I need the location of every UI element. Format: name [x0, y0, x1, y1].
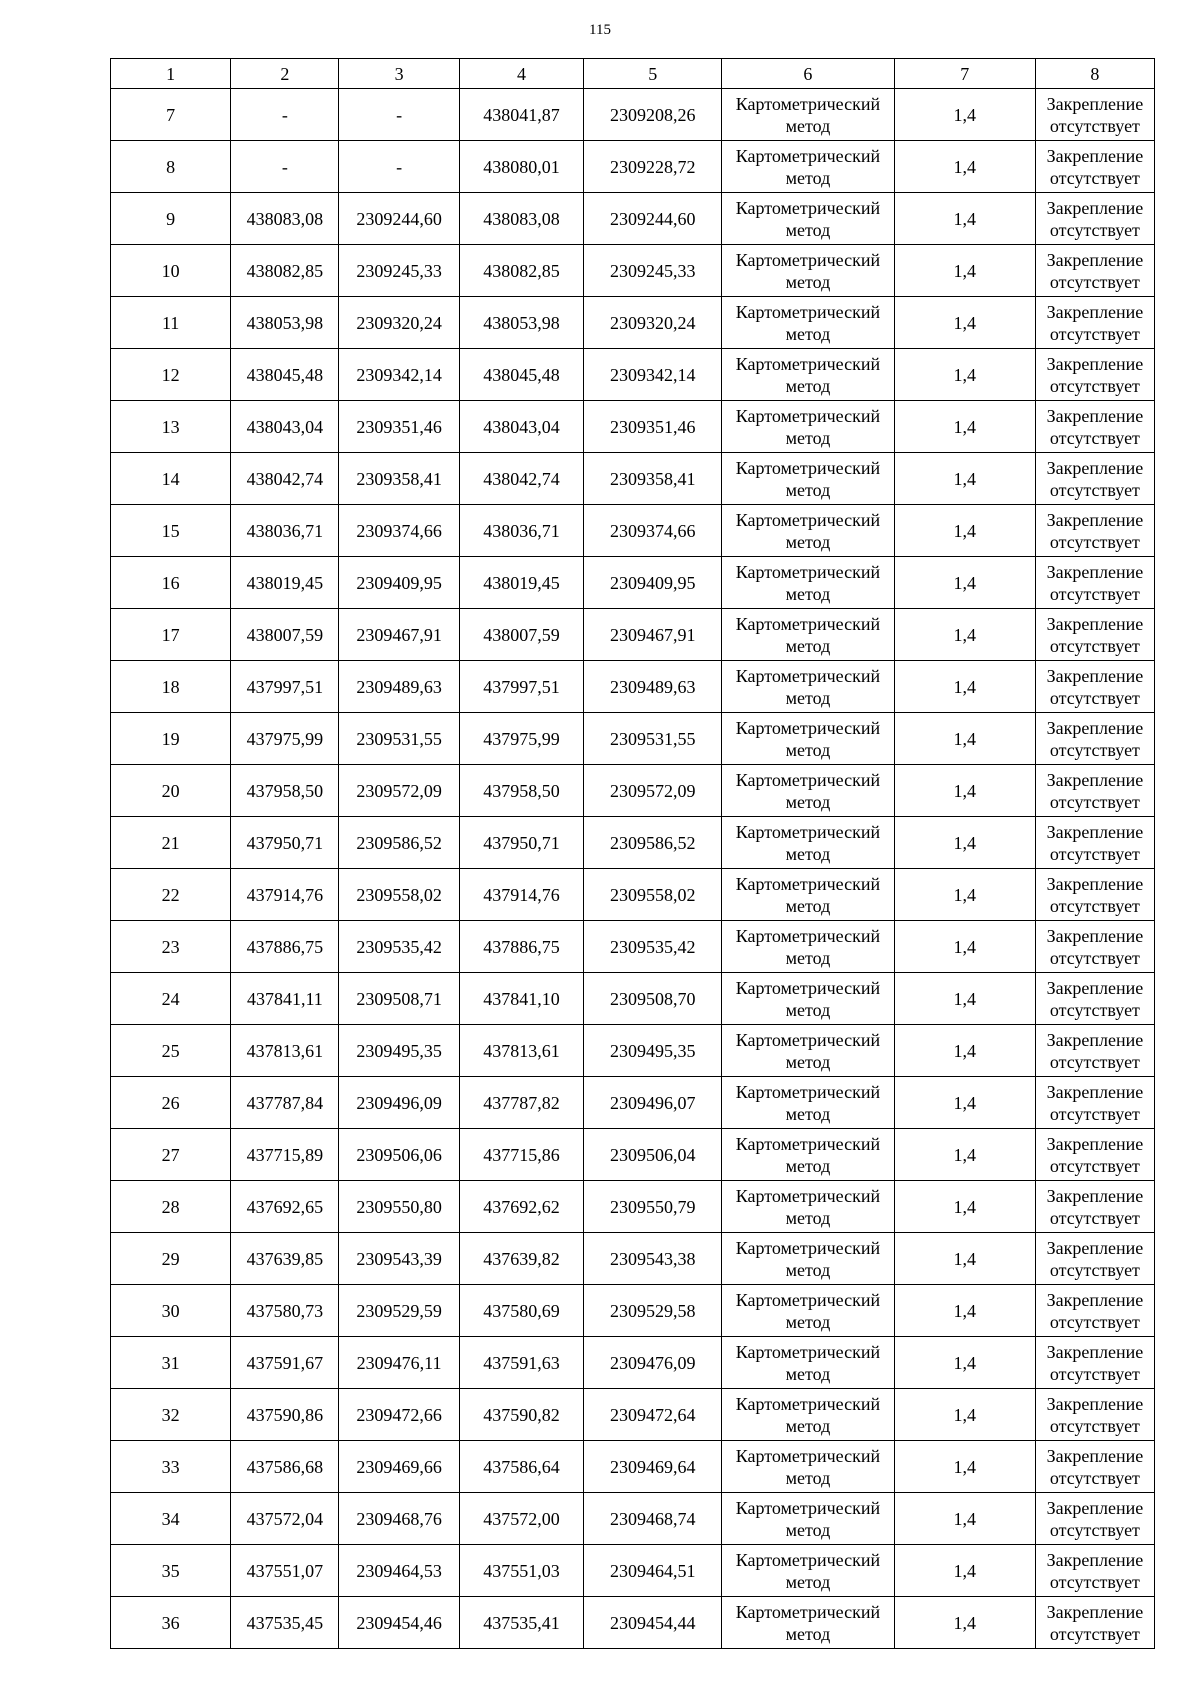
x-coordinate-cell: 437886,75: [459, 921, 584, 973]
y-coordinate-cell: 2309472,66: [339, 1389, 459, 1441]
point-number-cell: 24: [111, 973, 231, 1025]
x-coordinate-cell: 437551,07: [231, 1545, 339, 1597]
y-coordinate-cell: 2309550,80: [339, 1181, 459, 1233]
accuracy-cell: 1,4: [894, 297, 1035, 349]
y-coordinate-cell: 2309550,79: [584, 1181, 722, 1233]
table-row: [111, 193, 1155, 245]
accuracy-cell: 1,4: [894, 765, 1035, 817]
table-row: [111, 1025, 1155, 1077]
column-header: 3: [339, 59, 459, 89]
x-coordinate-cell: 437639,85: [231, 1233, 339, 1285]
y-coordinate-cell: 2309409,95: [339, 557, 459, 609]
y-coordinate-cell: 2309469,66: [339, 1441, 459, 1493]
x-coordinate-cell: 437591,67: [231, 1337, 339, 1389]
method-cell: Картометрический метод: [722, 609, 895, 661]
accuracy-cell: 1,4: [894, 193, 1035, 245]
page-number: 115: [589, 22, 611, 38]
point-number-cell: 27: [111, 1129, 231, 1181]
point-number-cell: 11: [111, 297, 231, 349]
accuracy-cell: 1,4: [894, 89, 1035, 141]
fixing-description-cell: Закрепление отсутствует: [1035, 869, 1154, 921]
method-cell: Картометрический метод: [722, 89, 895, 141]
column-header: 1: [111, 59, 231, 89]
table-row: [111, 1545, 1155, 1597]
table-row: [111, 401, 1155, 453]
x-coordinate-cell: 437580,73: [231, 1285, 339, 1337]
method-cell: Картометрический метод: [722, 297, 895, 349]
x-coordinate-cell: 437572,00: [459, 1493, 584, 1545]
table-row: [111, 765, 1155, 817]
y-coordinate-cell: 2309468,76: [339, 1493, 459, 1545]
y-coordinate-cell: 2309351,46: [339, 401, 459, 453]
x-coordinate-cell: 437715,89: [231, 1129, 339, 1181]
x-coordinate-cell: 437692,65: [231, 1181, 339, 1233]
table-row: [111, 349, 1155, 401]
x-coordinate-cell: 437914,76: [231, 869, 339, 921]
y-coordinate-cell: 2309358,41: [339, 453, 459, 505]
table-row: [111, 869, 1155, 921]
y-coordinate-cell: 2309464,53: [339, 1545, 459, 1597]
x-coordinate-cell: 437914,76: [459, 869, 584, 921]
x-coordinate-cell: 437590,82: [459, 1389, 584, 1441]
point-number-cell: 23: [111, 921, 231, 973]
point-number-cell: 14: [111, 453, 231, 505]
y-coordinate-cell: 2309454,44: [584, 1597, 722, 1649]
fixing-description-cell: Закрепление отсутствует: [1035, 713, 1154, 765]
fixing-description-cell: Закрепление отсутствует: [1035, 141, 1154, 193]
method-cell: Картометрический метод: [722, 661, 895, 713]
table-row: [111, 1493, 1155, 1545]
y-coordinate-cell: 2309535,42: [584, 921, 722, 973]
y-coordinate-cell: 2309476,09: [584, 1337, 722, 1389]
accuracy-cell: 1,4: [894, 453, 1035, 505]
x-coordinate-cell: 437813,61: [231, 1025, 339, 1077]
column-header: 2: [231, 59, 339, 89]
x-coordinate-cell: 437787,84: [231, 1077, 339, 1129]
fixing-description-cell: Закрепление отсутствует: [1035, 817, 1154, 869]
y-coordinate-cell: -: [339, 141, 459, 193]
x-coordinate-cell: 438083,08: [231, 193, 339, 245]
table-row: [111, 1181, 1155, 1233]
method-cell: Картометрический метод: [722, 1129, 895, 1181]
method-cell: Картометрический метод: [722, 453, 895, 505]
x-coordinate-cell: 438053,98: [459, 297, 584, 349]
method-cell: Картометрический метод: [722, 921, 895, 973]
x-coordinate-cell: 438036,71: [459, 505, 584, 557]
x-coordinate-cell: -: [231, 141, 339, 193]
y-coordinate-cell: 2309496,07: [584, 1077, 722, 1129]
y-coordinate-cell: 2309543,38: [584, 1233, 722, 1285]
y-coordinate-cell: 2309342,14: [584, 349, 722, 401]
accuracy-cell: 1,4: [894, 1545, 1035, 1597]
x-coordinate-cell: 437572,04: [231, 1493, 339, 1545]
method-cell: Картометрический метод: [722, 245, 895, 297]
fixing-description-cell: Закрепление отсутствует: [1035, 1129, 1154, 1181]
accuracy-cell: 1,4: [894, 1337, 1035, 1389]
y-coordinate-cell: 2309496,09: [339, 1077, 459, 1129]
accuracy-cell: 1,4: [894, 141, 1035, 193]
fixing-description-cell: Закрепление отсутствует: [1035, 557, 1154, 609]
y-coordinate-cell: 2309543,39: [339, 1233, 459, 1285]
method-cell: Картометрический метод: [722, 973, 895, 1025]
x-coordinate-cell: 437975,99: [459, 713, 584, 765]
point-number-cell: 7: [111, 89, 231, 141]
y-coordinate-cell: 2309245,33: [339, 245, 459, 297]
accuracy-cell: 1,4: [894, 1389, 1035, 1441]
table-row: [111, 661, 1155, 713]
point-number-cell: 25: [111, 1025, 231, 1077]
x-coordinate-cell: 437586,64: [459, 1441, 584, 1493]
accuracy-cell: 1,4: [894, 609, 1035, 661]
accuracy-cell: 1,4: [894, 1285, 1035, 1337]
fixing-description-cell: Закрепление отсутствует: [1035, 1233, 1154, 1285]
point-number-cell: 17: [111, 609, 231, 661]
x-coordinate-cell: 437535,41: [459, 1597, 584, 1649]
point-number-cell: 10: [111, 245, 231, 297]
table-row: [111, 141, 1155, 193]
x-coordinate-cell: 437639,82: [459, 1233, 584, 1285]
y-coordinate-cell: 2309374,66: [584, 505, 722, 557]
fixing-description-cell: Закрепление отсутствует: [1035, 1285, 1154, 1337]
accuracy-cell: 1,4: [894, 1233, 1035, 1285]
method-cell: Картометрический метод: [722, 1597, 895, 1649]
fixing-description-cell: Закрепление отсутствует: [1035, 1389, 1154, 1441]
x-coordinate-cell: 437841,11: [231, 973, 339, 1025]
x-coordinate-cell: 438080,01: [459, 141, 584, 193]
y-coordinate-cell: 2309244,60: [339, 193, 459, 245]
y-coordinate-cell: 2309535,42: [339, 921, 459, 973]
y-coordinate-cell: 2309472,64: [584, 1389, 722, 1441]
y-coordinate-cell: 2309586,52: [584, 817, 722, 869]
y-coordinate-cell: 2309495,35: [584, 1025, 722, 1077]
fixing-description-cell: Закрепление отсутствует: [1035, 1025, 1154, 1077]
accuracy-cell: 1,4: [894, 245, 1035, 297]
accuracy-cell: 1,4: [894, 349, 1035, 401]
fixing-description-cell: Закрепление отсутствует: [1035, 349, 1154, 401]
accuracy-cell: 1,4: [894, 1493, 1035, 1545]
accuracy-cell: 1,4: [894, 869, 1035, 921]
y-coordinate-cell: 2309531,55: [339, 713, 459, 765]
table-row: [111, 1233, 1155, 1285]
fixing-description-cell: Закрепление отсутствует: [1035, 297, 1154, 349]
table-row: [111, 817, 1155, 869]
y-coordinate-cell: 2309358,41: [584, 453, 722, 505]
table-row: [111, 453, 1155, 505]
fixing-description-cell: Закрепление отсутствует: [1035, 193, 1154, 245]
y-coordinate-cell: 2309320,24: [339, 297, 459, 349]
column-header: 6: [722, 59, 895, 89]
point-number-cell: 35: [111, 1545, 231, 1597]
table-row: [111, 245, 1155, 297]
table-row: [111, 1129, 1155, 1181]
y-coordinate-cell: 2309467,91: [339, 609, 459, 661]
x-coordinate-cell: 437958,50: [231, 765, 339, 817]
accuracy-cell: 1,4: [894, 713, 1035, 765]
table-row: [111, 1337, 1155, 1389]
method-cell: Картометрический метод: [722, 1233, 895, 1285]
x-coordinate-cell: 438082,85: [459, 245, 584, 297]
point-number-cell: 9: [111, 193, 231, 245]
fixing-description-cell: Закрепление отсутствует: [1035, 973, 1154, 1025]
point-number-cell: 8: [111, 141, 231, 193]
x-coordinate-cell: 437950,71: [231, 817, 339, 869]
x-coordinate-cell: 438019,45: [459, 557, 584, 609]
fixing-description-cell: Закрепление отсутствует: [1035, 1493, 1154, 1545]
x-coordinate-cell: 438042,74: [459, 453, 584, 505]
y-coordinate-cell: 2309320,24: [584, 297, 722, 349]
table-row: [111, 1597, 1155, 1649]
table-row: [111, 1285, 1155, 1337]
table-row: [111, 505, 1155, 557]
x-coordinate-cell: 437975,99: [231, 713, 339, 765]
accuracy-cell: 1,4: [894, 1025, 1035, 1077]
x-coordinate-cell: 438042,74: [231, 453, 339, 505]
point-number-cell: 28: [111, 1181, 231, 1233]
method-cell: Картометрический метод: [722, 557, 895, 609]
method-cell: Картометрический метод: [722, 817, 895, 869]
point-number-cell: 16: [111, 557, 231, 609]
x-coordinate-cell: 437692,62: [459, 1181, 584, 1233]
point-number-cell: 13: [111, 401, 231, 453]
x-coordinate-cell: -: [231, 89, 339, 141]
point-number-cell: 18: [111, 661, 231, 713]
y-coordinate-cell: 2309489,63: [584, 661, 722, 713]
x-coordinate-cell: 437590,86: [231, 1389, 339, 1441]
y-coordinate-cell: -: [339, 89, 459, 141]
fixing-description-cell: Закрепление отсутствует: [1035, 921, 1154, 973]
y-coordinate-cell: 2309572,09: [584, 765, 722, 817]
method-cell: Картометрический метод: [722, 349, 895, 401]
x-coordinate-cell: 438045,48: [459, 349, 584, 401]
y-coordinate-cell: 2309342,14: [339, 349, 459, 401]
table-row: [111, 297, 1155, 349]
table-body: [111, 59, 1155, 1649]
fixing-description-cell: Закрепление отсутствует: [1035, 401, 1154, 453]
y-coordinate-cell: 2309508,71: [339, 973, 459, 1025]
point-number-cell: 26: [111, 1077, 231, 1129]
y-coordinate-cell: 2309506,04: [584, 1129, 722, 1181]
fixing-description-cell: Закрепление отсутствует: [1035, 609, 1154, 661]
y-coordinate-cell: 2309506,06: [339, 1129, 459, 1181]
y-coordinate-cell: 2309529,59: [339, 1285, 459, 1337]
y-coordinate-cell: 2309374,66: [339, 505, 459, 557]
table-row: [111, 609, 1155, 661]
y-coordinate-cell: 2309454,46: [339, 1597, 459, 1649]
x-coordinate-cell: 437958,50: [459, 765, 584, 817]
accuracy-cell: 1,4: [894, 973, 1035, 1025]
point-number-cell: 31: [111, 1337, 231, 1389]
fixing-description-cell: Закрепление отсутствует: [1035, 245, 1154, 297]
table-row: [111, 1389, 1155, 1441]
y-coordinate-cell: 2309208,26: [584, 89, 722, 141]
y-coordinate-cell: 2309572,09: [339, 765, 459, 817]
point-number-cell: 34: [111, 1493, 231, 1545]
table-row: [111, 921, 1155, 973]
accuracy-cell: 1,4: [894, 1441, 1035, 1493]
y-coordinate-cell: 2309495,35: [339, 1025, 459, 1077]
point-number-cell: 15: [111, 505, 231, 557]
table-row: [111, 1441, 1155, 1493]
table-row: [111, 713, 1155, 765]
point-number-cell: 29: [111, 1233, 231, 1285]
method-cell: Картометрический метод: [722, 1493, 895, 1545]
y-coordinate-cell: 2309529,58: [584, 1285, 722, 1337]
method-cell: Картометрический метод: [722, 1181, 895, 1233]
column-header: 8: [1035, 59, 1154, 89]
method-cell: Картометрический метод: [722, 401, 895, 453]
x-coordinate-cell: 437580,69: [459, 1285, 584, 1337]
fixing-description-cell: Закрепление отсутствует: [1035, 1077, 1154, 1129]
table-row: [111, 1077, 1155, 1129]
fixing-description-cell: Закрепление отсутствует: [1035, 505, 1154, 557]
y-coordinate-cell: 2309467,91: [584, 609, 722, 661]
point-number-cell: 22: [111, 869, 231, 921]
table-row: [111, 973, 1155, 1025]
accuracy-cell: 1,4: [894, 1597, 1035, 1649]
y-coordinate-cell: 2309508,70: [584, 973, 722, 1025]
point-number-cell: 20: [111, 765, 231, 817]
point-number-cell: 36: [111, 1597, 231, 1649]
x-coordinate-cell: 438043,04: [231, 401, 339, 453]
point-number-cell: 21: [111, 817, 231, 869]
y-coordinate-cell: 2309244,60: [584, 193, 722, 245]
x-coordinate-cell: 438007,59: [459, 609, 584, 661]
x-coordinate-cell: 437586,68: [231, 1441, 339, 1493]
accuracy-cell: 1,4: [894, 921, 1035, 973]
coordinates-table: [110, 58, 1155, 1649]
x-coordinate-cell: 438036,71: [231, 505, 339, 557]
x-coordinate-cell: 437551,03: [459, 1545, 584, 1597]
fixing-description-cell: Закрепление отсутствует: [1035, 1597, 1154, 1649]
x-coordinate-cell: 438041,87: [459, 89, 584, 141]
point-number-cell: 30: [111, 1285, 231, 1337]
x-coordinate-cell: 437886,75: [231, 921, 339, 973]
x-coordinate-cell: 438019,45: [231, 557, 339, 609]
y-coordinate-cell: 2309558,02: [584, 869, 722, 921]
method-cell: Картометрический метод: [722, 193, 895, 245]
method-cell: Картометрический метод: [722, 1545, 895, 1597]
y-coordinate-cell: 2309228,72: [584, 141, 722, 193]
table-row: [111, 557, 1155, 609]
point-number-cell: 33: [111, 1441, 231, 1493]
method-cell: Картометрический метод: [722, 765, 895, 817]
accuracy-cell: 1,4: [894, 1129, 1035, 1181]
column-header: 4: [459, 59, 584, 89]
x-coordinate-cell: 437591,63: [459, 1337, 584, 1389]
x-coordinate-cell: 438082,85: [231, 245, 339, 297]
x-coordinate-cell: 437841,10: [459, 973, 584, 1025]
fixing-description-cell: Закрепление отсутствует: [1035, 1545, 1154, 1597]
method-cell: Картометрический метод: [722, 1389, 895, 1441]
method-cell: Картометрический метод: [722, 713, 895, 765]
accuracy-cell: 1,4: [894, 505, 1035, 557]
x-coordinate-cell: 438083,08: [459, 193, 584, 245]
y-coordinate-cell: 2309469,64: [584, 1441, 722, 1493]
x-coordinate-cell: 437997,51: [459, 661, 584, 713]
method-cell: Картометрический метод: [722, 1337, 895, 1389]
x-coordinate-cell: 437715,86: [459, 1129, 584, 1181]
y-coordinate-cell: 2309468,74: [584, 1493, 722, 1545]
fixing-description-cell: Закрепление отсутствует: [1035, 765, 1154, 817]
x-coordinate-cell: 437997,51: [231, 661, 339, 713]
y-coordinate-cell: 2309531,55: [584, 713, 722, 765]
x-coordinate-cell: 437787,82: [459, 1077, 584, 1129]
column-header: 7: [894, 59, 1035, 89]
y-coordinate-cell: 2309351,46: [584, 401, 722, 453]
x-coordinate-cell: 437813,61: [459, 1025, 584, 1077]
fixing-description-cell: Закрепление отсутствует: [1035, 1337, 1154, 1389]
accuracy-cell: 1,4: [894, 557, 1035, 609]
y-coordinate-cell: 2309245,33: [584, 245, 722, 297]
point-number-cell: 12: [111, 349, 231, 401]
y-coordinate-cell: 2309464,51: [584, 1545, 722, 1597]
column-header: 5: [584, 59, 722, 89]
method-cell: Картометрический метод: [722, 141, 895, 193]
accuracy-cell: 1,4: [894, 1077, 1035, 1129]
x-coordinate-cell: 438043,04: [459, 401, 584, 453]
accuracy-cell: 1,4: [894, 401, 1035, 453]
fixing-description-cell: Закрепление отсутствует: [1035, 89, 1154, 141]
method-cell: Картометрический метод: [722, 869, 895, 921]
x-coordinate-cell: 438045,48: [231, 349, 339, 401]
y-coordinate-cell: 2309558,02: [339, 869, 459, 921]
x-coordinate-cell: 437535,45: [231, 1597, 339, 1649]
accuracy-cell: 1,4: [894, 1181, 1035, 1233]
method-cell: Картометрический метод: [722, 1441, 895, 1493]
accuracy-cell: 1,4: [894, 817, 1035, 869]
y-coordinate-cell: 2309489,63: [339, 661, 459, 713]
table-row: [111, 89, 1155, 141]
fixing-description-cell: Закрепление отсутствует: [1035, 661, 1154, 713]
fixing-description-cell: Закрепление отсутствует: [1035, 1441, 1154, 1493]
method-cell: Картометрический метод: [722, 1077, 895, 1129]
x-coordinate-cell: 438053,98: [231, 297, 339, 349]
method-cell: Картометрический метод: [722, 1285, 895, 1337]
y-coordinate-cell: 2309586,52: [339, 817, 459, 869]
accuracy-cell: 1,4: [894, 661, 1035, 713]
fixing-description-cell: Закрепление отсутствует: [1035, 453, 1154, 505]
method-cell: Картометрический метод: [722, 1025, 895, 1077]
fixing-description-cell: Закрепление отсутствует: [1035, 1181, 1154, 1233]
point-number-cell: 32: [111, 1389, 231, 1441]
point-number-cell: 19: [111, 713, 231, 765]
x-coordinate-cell: 437950,71: [459, 817, 584, 869]
y-coordinate-cell: 2309409,95: [584, 557, 722, 609]
y-coordinate-cell: 2309476,11: [339, 1337, 459, 1389]
x-coordinate-cell: 438007,59: [231, 609, 339, 661]
method-cell: Картометрический метод: [722, 505, 895, 557]
table-header-row: [111, 59, 1155, 89]
